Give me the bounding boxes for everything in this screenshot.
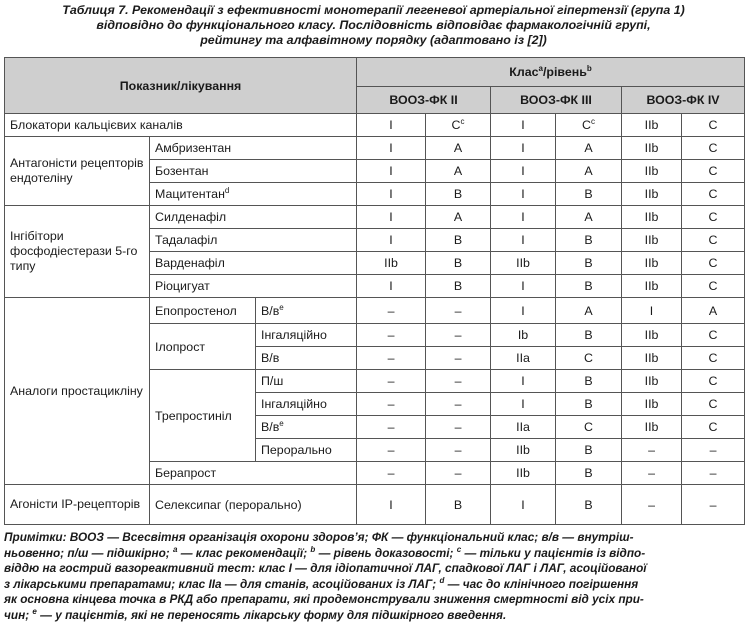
- value-text: C: [451, 118, 461, 132]
- value-cell: B: [556, 324, 622, 347]
- value-cell: I: [357, 160, 426, 183]
- drug-vardenafil: Варденафіл: [150, 252, 357, 275]
- footnote-mark-e: е: [279, 418, 284, 428]
- value-cell: [426, 114, 491, 137]
- value-cell: B: [556, 370, 622, 393]
- group-ccb: Блокатори кальцієвих каналів: [5, 114, 357, 137]
- notes-line: як основна кінцева точка в РКД або препарати, які продемонстрували зниження смертності від усіх при-: [4, 592, 644, 607]
- value-cell: –: [622, 462, 682, 485]
- drug-treprostinil: Трепростиніл: [150, 370, 256, 462]
- value-cell: I: [491, 160, 556, 183]
- value-cell: I: [357, 206, 426, 229]
- value-cell: IIb: [622, 347, 682, 370]
- value-cell: –: [357, 370, 426, 393]
- value-cell: Ib: [491, 324, 556, 347]
- value-cell: A: [556, 206, 622, 229]
- value-cell: –: [426, 439, 491, 462]
- value-cell: –: [426, 462, 491, 485]
- value-cell: –: [357, 416, 426, 439]
- value-cell: C: [682, 416, 745, 439]
- value-cell: IIb: [622, 252, 682, 275]
- value-cell: –: [426, 370, 491, 393]
- route-inhalation: Інгаляційно: [256, 324, 357, 347]
- value-cell: –: [357, 462, 426, 485]
- value-cell: IIb: [622, 416, 682, 439]
- drug-riociguat: Ріоцигуат: [150, 275, 357, 298]
- table-row: [5, 206, 745, 229]
- notes-sup-b: b: [310, 544, 316, 554]
- notes-text: — тільки у пацієнтів із відпо-: [461, 545, 646, 560]
- route-subcutaneous: П/ш: [256, 370, 357, 393]
- header-sup-b: b: [586, 63, 592, 73]
- value-cell: –: [357, 393, 426, 416]
- notes-text: — рівень доказовості;: [315, 545, 457, 560]
- value-cell: –: [682, 439, 745, 462]
- caption-line-1: Таблиця 7. Рекомендації з ефективності монотерапії легеневої артеріальної гіпертензії (група 1): [62, 3, 685, 17]
- recommendations-table: [4, 57, 745, 525]
- value-cell: IIb: [491, 439, 556, 462]
- value-cell: –: [622, 439, 682, 462]
- value-cell: A: [556, 298, 622, 324]
- value-cell: IIb: [357, 252, 426, 275]
- value-cell: C: [682, 114, 745, 137]
- value-cell: C: [682, 183, 745, 206]
- value-cell: I: [357, 137, 426, 160]
- value-cell: B: [556, 462, 622, 485]
- drug-iloprost: Ілопрост: [150, 324, 256, 370]
- header-sup-a: а: [538, 63, 543, 73]
- value-cell: –: [426, 416, 491, 439]
- value-cell: –: [682, 485, 745, 525]
- value-cell: I: [491, 298, 556, 324]
- value-cell: IIb: [491, 252, 556, 275]
- value-cell: B: [426, 485, 491, 525]
- value-cell: –: [426, 298, 491, 324]
- value-cell: A: [426, 160, 491, 183]
- drug-sildenafil: Силденафіл: [150, 206, 357, 229]
- header-fk2: ВООЗ-ФК ІІ: [357, 87, 491, 114]
- value-cell: B: [556, 229, 622, 252]
- header-row-1: [5, 58, 745, 87]
- notes-line: [4, 608, 746, 624]
- value-cell: IIb: [622, 393, 682, 416]
- value-cell: –: [357, 347, 426, 370]
- group-pde5: Інгібітори фосфодіестерази 5-го типу: [5, 206, 150, 298]
- value-cell: I: [491, 137, 556, 160]
- group-ip-agonists: Агоністи IP-рецепторів: [5, 485, 150, 525]
- value-cell: A: [556, 137, 622, 160]
- value-cell: B: [426, 229, 491, 252]
- drug-bosentan: Бозентан: [150, 160, 357, 183]
- value-cell: IIb: [622, 229, 682, 252]
- value-cell: C: [682, 206, 745, 229]
- value-cell: I: [357, 275, 426, 298]
- value-cell: I: [622, 298, 682, 324]
- notes-line: Примітки: ВООЗ — Всесвітня організація охорони здоров’я; ФК — функціональний клас; в/в — внутріш-: [4, 530, 634, 544]
- value-cell: A: [426, 206, 491, 229]
- route-cell: [256, 298, 357, 324]
- value-cell: A: [426, 137, 491, 160]
- value-cell: C: [682, 370, 745, 393]
- value-cell: B: [556, 183, 622, 206]
- route-oral: Перорально: [256, 439, 357, 462]
- value-cell: –: [357, 298, 426, 324]
- drug-selexipag: Селексипаг (перорально): [150, 485, 357, 525]
- value-cell: IIb: [491, 462, 556, 485]
- value-cell: I: [491, 183, 556, 206]
- table-notes: [4, 530, 746, 624]
- route-iv: В/в: [261, 303, 280, 318]
- value-cell: –: [622, 485, 682, 525]
- value-cell: A: [682, 298, 745, 324]
- value-cell: –: [426, 324, 491, 347]
- value-cell: IIb: [622, 183, 682, 206]
- notes-text: — час до клінічного погіршення: [444, 576, 639, 591]
- route-cell: [256, 416, 357, 439]
- header-slash-level: /рівень: [542, 65, 587, 79]
- value-cell: [556, 114, 622, 137]
- value-cell: B: [556, 275, 622, 298]
- header-indicator: Показник/лікування: [5, 58, 357, 114]
- value-cell: I: [491, 275, 556, 298]
- value-cell: C: [556, 416, 622, 439]
- value-cell: I: [491, 206, 556, 229]
- value-cell: B: [426, 275, 491, 298]
- value-cell: IIb: [622, 370, 682, 393]
- notes-sup-e: е: [32, 607, 37, 617]
- value-cell: C: [682, 229, 745, 252]
- value-cell: –: [682, 462, 745, 485]
- value-cell: IIb: [622, 160, 682, 183]
- notes-line: [4, 577, 746, 593]
- value-cell: A: [556, 160, 622, 183]
- value-text: C: [582, 118, 591, 132]
- table-caption: [0, 3, 747, 48]
- drug-macitentan-label: Мацитентан: [155, 187, 225, 201]
- value-cell: C: [682, 324, 745, 347]
- value-cell: I: [491, 229, 556, 252]
- value-cell: B: [426, 183, 491, 206]
- value-cell: C: [682, 252, 745, 275]
- notes-text: — у пацієнтів, які не переносять лікарську форму для підшкірного введення.: [36, 607, 507, 622]
- value-cell: C: [682, 393, 745, 416]
- table-row: [5, 485, 745, 525]
- value-cell: C: [682, 160, 745, 183]
- value-cell: B: [426, 252, 491, 275]
- value-cell: IIa: [491, 416, 556, 439]
- value-cell: B: [556, 252, 622, 275]
- value-cell: –: [426, 347, 491, 370]
- group-era: Антагоністи рецепторів ендотеліну: [5, 137, 150, 206]
- value-cell: IIb: [622, 324, 682, 347]
- footnote-mark-e: е: [279, 302, 284, 312]
- drug-tadalafil: Тадалафіл: [150, 229, 357, 252]
- footnote-mark-c: с: [590, 116, 595, 126]
- value-cell: B: [556, 485, 622, 525]
- value-cell: IIb: [622, 275, 682, 298]
- caption-line-2: відповідно до функціонального класу. Послідовність відповідає фармакологічній групі,: [96, 18, 651, 32]
- value-cell: I: [491, 370, 556, 393]
- notes-sup-c: с: [456, 544, 462, 554]
- header-class-level: [357, 58, 745, 87]
- notes-sup-d: d: [439, 575, 445, 585]
- value-cell: IIb: [622, 114, 682, 137]
- notes-line: віддю на гострий вазореактивний тест: клас І — для ідіопатичної ЛАГ, спадкової ЛАГ і ЛАГ, асоційованої: [4, 561, 647, 576]
- value-cell: I: [357, 183, 426, 206]
- group-prostacyclin: Аналоги простацикліну: [5, 298, 150, 485]
- route-inhalation: Інгаляційно: [256, 393, 357, 416]
- value-cell: B: [556, 439, 622, 462]
- value-cell: C: [682, 347, 745, 370]
- route-iv: В/в: [261, 420, 280, 434]
- notes-text: чин;: [4, 607, 33, 622]
- table-row: [5, 137, 745, 160]
- footnote-mark-c: с: [460, 116, 465, 126]
- table-row: [5, 298, 745, 324]
- notes-text: ньовенно; п/ш — підшкірно;: [4, 545, 173, 560]
- value-cell: IIa: [491, 347, 556, 370]
- drug-ambrisentan: Амбризентан: [150, 137, 357, 160]
- value-cell: –: [426, 393, 491, 416]
- notes-sup-a: а: [172, 544, 178, 554]
- value-cell: I: [357, 114, 426, 137]
- notes-text: — клас рекомендації;: [177, 545, 311, 560]
- value-cell: I: [357, 229, 426, 252]
- value-cell: –: [357, 324, 426, 347]
- drug-epoprostenol: Епопростенол: [150, 298, 256, 324]
- value-cell: IIb: [622, 206, 682, 229]
- value-cell: C: [682, 275, 745, 298]
- route-iv: В/в: [256, 347, 357, 370]
- value-cell: I: [491, 114, 556, 137]
- value-cell: I: [491, 393, 556, 416]
- caption-line-3: рейтингу та алфавітному порядку (адаптовано із [2]): [200, 33, 547, 47]
- header-class-text: Клас: [509, 65, 539, 79]
- value-cell: I: [491, 485, 556, 525]
- notes-text: з лікарськими препаратами; клас IIa — для станів, асоційованих із ЛАГ;: [4, 576, 440, 591]
- value-cell: I: [357, 485, 426, 525]
- header-fk3: ВООЗ-ФК ІІІ: [491, 87, 622, 114]
- header-fk4: ВООЗ-ФК IV: [622, 87, 745, 114]
- table-row: [5, 114, 745, 137]
- footnote-mark-d: d: [224, 185, 230, 195]
- notes-line: [4, 546, 746, 562]
- value-cell: –: [357, 439, 426, 462]
- drug-macitentan: [150, 183, 357, 206]
- value-cell: B: [556, 393, 622, 416]
- value-cell: IIb: [622, 137, 682, 160]
- drug-beraprost: Берапрост: [150, 462, 357, 485]
- value-cell: C: [682, 137, 745, 160]
- value-cell: C: [556, 347, 622, 370]
